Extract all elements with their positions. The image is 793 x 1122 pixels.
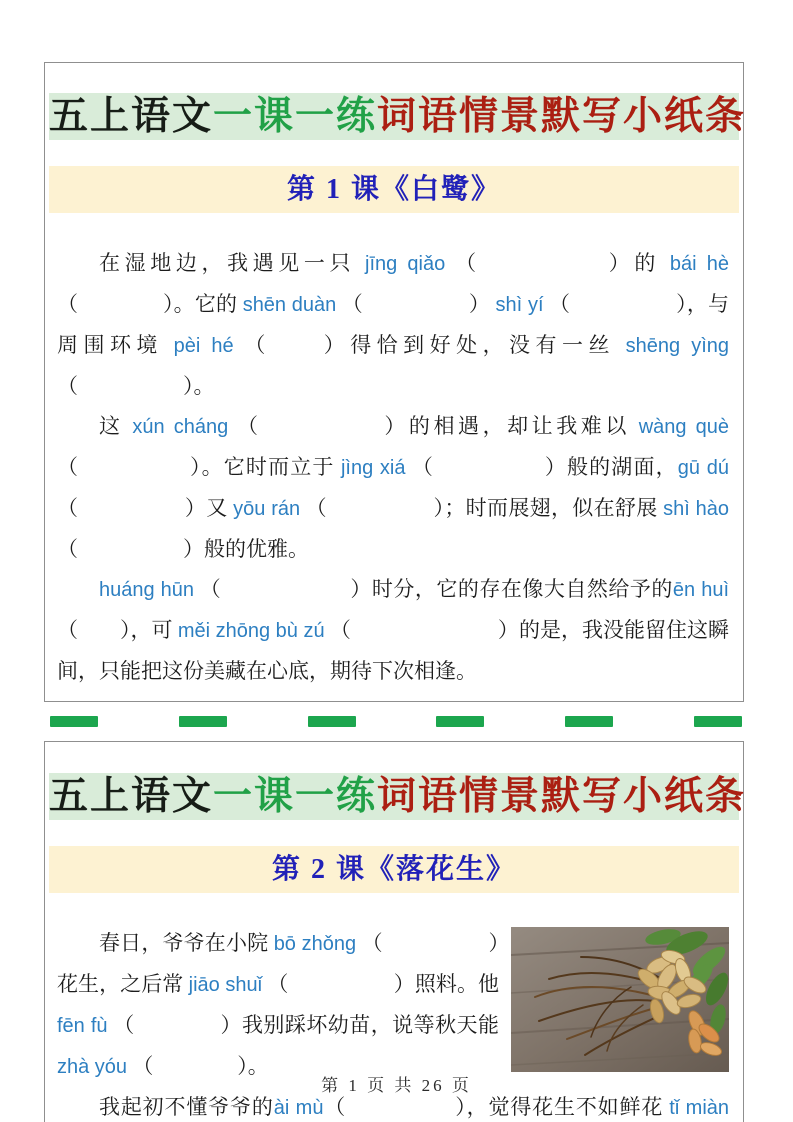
title-series-segment: 一课一练 [213,95,378,139]
divider-dash [50,716,98,727]
divider-dash [565,716,613,727]
pinyin-prompt: jiāo shuǐ [188,973,263,996]
title-topic-segment: 词语情景默写小纸条 [377,774,747,818]
body-text: （ ）的是，我没能留住这瞬间，只能把这份美藏在心底，期待下次相逢。 [57,618,730,684]
body-text: （ ）我别踩坏幼苗，说等秋天能 [107,1012,499,1037]
body-text: （ ），可 [57,618,178,643]
title-series-segment: 一课一练 [213,774,378,818]
fill-blank-paragraph [57,406,729,569]
divider-dash [308,716,356,727]
title-topic-segment: 词语情景默写小纸条 [377,95,747,139]
dashed-divider [50,716,742,727]
body-text: （ ）照料。他 [262,971,500,996]
pinyin-prompt: xún cháng [132,416,229,439]
pinyin-prompt: bō zhǒng [273,932,357,955]
page-number-footer: 第 1 页 共 26 页 [321,1076,472,1095]
body-text: （ ）。 [127,1053,269,1078]
lesson-body [49,236,739,697]
pinyin-prompt: yōu rán [233,498,301,521]
divider-dash [694,716,742,727]
body-text: （ ）的 [445,251,670,276]
title-grade-segment: 五上语文 [49,95,214,139]
lesson-subtitle: 第 1 课《白鹭》 [49,166,739,213]
card-title [49,773,747,820]
pinyin-prompt: tǐ miàn [669,1096,730,1119]
title-grade-segment: 五上语文 [49,774,214,818]
body-text: （ ）的相遇，却让我难以 [228,414,639,439]
peanut-photo [511,927,729,1072]
lesson-subtitle: 第 2 课《落花生》 [49,846,739,893]
body-text: （ ）时分，它的存在像大自然给予的 [194,577,673,602]
pinyin-prompt: shì yí [495,294,544,317]
pinyin-prompt: pèi hé [173,335,234,358]
pinyin-prompt: shì hào [663,498,729,521]
pinyin-prompt: jìng xiá [340,457,406,480]
pinyin-prompt: bái hè [669,253,729,276]
pinyin-prompt: ēn huì [672,579,730,602]
pinyin-prompt: shēng yìng [625,335,729,358]
body-text: （ ）。它的 [57,292,243,317]
fill-blank-paragraph [57,569,729,691]
body-text: （ ），与周围环境 [57,292,730,358]
body-text: 春日，爷爷在小院 [99,930,274,955]
body-text: （ ）。 [57,374,215,399]
peanut-photo-illustration [511,927,729,1072]
body-text: （ ）得恰到好处，没有一丝 [233,333,626,358]
body-text: 这 [99,414,133,439]
card-title [49,93,747,140]
body-text: （ ）又 [57,496,234,521]
divider-dash [436,716,484,727]
pinyin-prompt: huáng hūn [99,579,195,602]
body-text: （ ）。它时而立于 [57,455,341,480]
pinyin-prompt: ài mù [273,1096,324,1119]
pinyin-prompt: zhà yóu [57,1055,128,1078]
divider-dash [179,716,227,727]
body-text: （ ）般的优雅。 [57,537,309,562]
body-text: （ ）；时而展翅，似在舒展 [300,496,664,521]
pinyin-prompt: wàng què [638,416,729,439]
body-text: （ ） [336,292,496,317]
body-text: （ ）般的湖面， [405,455,678,480]
body-text: 在湿地边，我遇见一只 [99,251,366,276]
pinyin-prompt: jīng qiǎo [365,253,446,276]
pinyin-prompt: měi zhōng bù zú [177,620,325,643]
pinyin-prompt: shēn duàn [242,294,337,317]
body-text: （ ），觉得花生不如鲜花 [323,1094,670,1119]
lesson-card-2 [44,741,747,1122]
lesson-card-1 [44,62,747,702]
body-text: （ ）花生，之后常 [57,930,500,996]
pinyin-prompt: fēn fù [57,1014,108,1037]
fill-blank-paragraph [57,243,729,406]
pinyin-prompt: gū dú [677,457,729,480]
body-text: 我起初不懂爷爷的 [99,1094,274,1119]
